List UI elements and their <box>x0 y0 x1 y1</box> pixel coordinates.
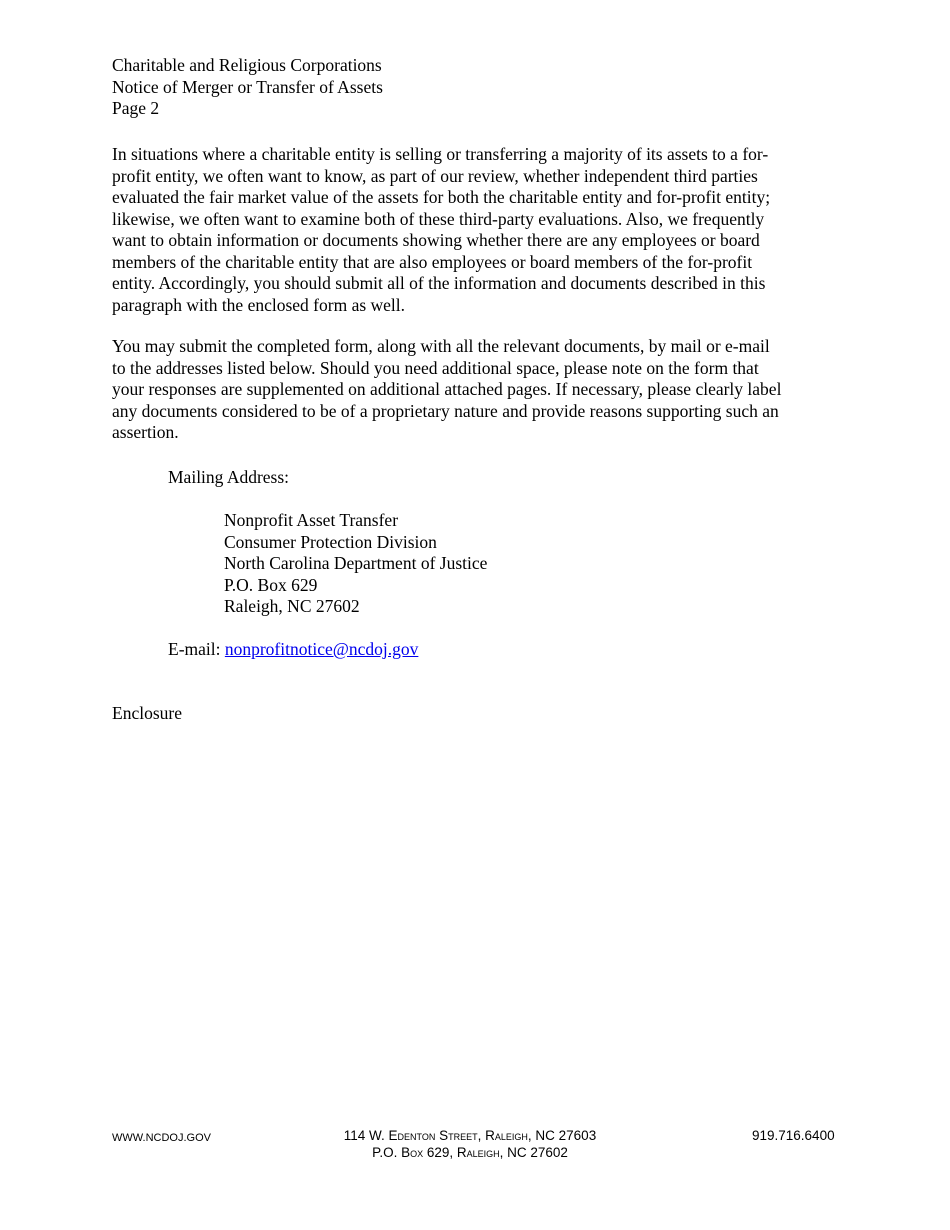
footer-website: WWW.NCDOJ.GOV <box>112 1132 211 1144</box>
mailing-address-label: Mailing Address: <box>168 467 290 487</box>
enclosure-note: Enclosure <box>112 703 182 723</box>
email-line <box>168 639 418 661</box>
paragraph-line: You may submit the completed form, along with all the relevant documents, by mail or e-mail <box>112 336 770 356</box>
footer-address <box>300 1127 640 1161</box>
paragraph-line: to the addresses listed below. Should you need additional space, please note on the form that <box>112 357 759 378</box>
mailing-address-block <box>224 510 487 618</box>
paragraph-line: any documents considered to be of a proprietary nature and provide reasons supporting such an <box>112 400 779 421</box>
paragraph-line: In situations where a charitable entity is selling or transferring a majority of its assets to a for- <box>112 144 769 164</box>
address-line: Raleigh, NC 27602 <box>224 596 360 617</box>
paragraph-line: evaluated the fair market value of the assets for both the charitable entity and for-profit entity; <box>112 187 771 207</box>
paragraph-line: your responses are supplemented on additional attached pages. If necessary, please clearly label <box>112 379 782 399</box>
address-line: P.O. Box 629 <box>224 574 318 595</box>
paragraph-line: members of the charitable entity that are also employees or board members of the for-profit <box>112 251 753 272</box>
address-line: Consumer Protection Division <box>224 531 437 552</box>
paragraph-line: assertion. <box>112 422 179 442</box>
paragraph-line: profit entity, we often want to know, as part of our review, whether independent third parties <box>112 165 758 186</box>
footer-po-box: P.O. Box 629, Raleigh, NC 27602 <box>372 1145 568 1160</box>
header-line-1: Charitable and Religious Corporations <box>112 55 382 75</box>
paragraph-submission-instructions <box>112 336 824 444</box>
paragraph-line: paragraph with the enclosed form as well. <box>112 294 406 315</box>
document-header <box>112 55 383 120</box>
footer-street-address: 114 W. Edenton Street, Raleigh, NC 27603 <box>343 1128 597 1143</box>
footer-phone: 919.716.6400 <box>752 1128 835 1143</box>
header-page-number: Page 2 <box>112 98 160 119</box>
address-line: Nonprofit Asset Transfer <box>224 510 399 530</box>
header-line-2: Notice of Merger or Transfer of Assets <box>112 76 383 97</box>
paragraph-line: entity. Accordingly, you should submit all of the information and documents described in this <box>112 273 766 293</box>
address-line: North Carolina Department of Justice <box>224 553 488 574</box>
paragraph-line: want to obtain information or documents showing whether there are any employees or board <box>112 230 760 250</box>
paragraph-line: likewise, we often want to examine both of these third-party evaluations. Also, we frequently <box>112 208 765 229</box>
paragraph-assets-transfer <box>112 144 824 316</box>
email-link[interactable]: nonprofitnotice@ncdoj.gov <box>224 639 419 659</box>
email-label: E-mail: <box>168 639 225 659</box>
